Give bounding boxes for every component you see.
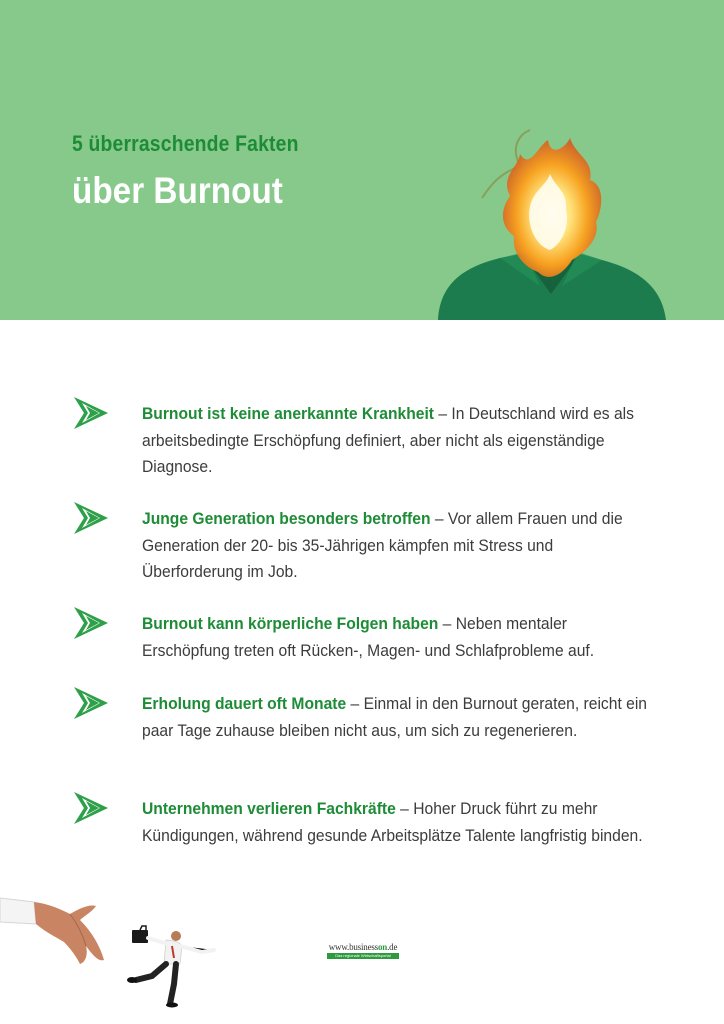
list-item xyxy=(0,607,724,687)
fact-body: – Hoher Druck führt zu mehr Kündigungen, während gesunde Arbeitsplätze Talente langfristig binden. xyxy=(142,799,643,845)
fact-heading: Burnout kann körperliche Folgen haben xyxy=(142,614,439,633)
double-chevron-arrow-icon xyxy=(72,792,108,824)
list-item xyxy=(0,687,724,792)
double-chevron-arrow-icon xyxy=(72,607,108,639)
list-item xyxy=(0,792,724,897)
double-chevron-arrow-icon xyxy=(72,687,108,719)
fact-text xyxy=(142,691,657,744)
fact-text xyxy=(142,611,657,664)
fact-body: – In Deutschland wird es als arbeitsbedingte Erschöpfung definiert, aber nicht als eigenständige Diagnose. xyxy=(142,404,634,476)
fact-body: – Neben mentaler Erschöpfung treten oft Rücken-, Magen- und Schlafprobleme auf. xyxy=(142,614,595,660)
fact-heading: Erholung dauert oft Monate xyxy=(142,694,347,713)
double-chevron-arrow-icon xyxy=(72,397,108,429)
fact-heading: Burnout ist keine anerkannte Krankheit xyxy=(142,404,435,423)
reaching-hand-illustration xyxy=(0,888,110,968)
fact-text xyxy=(142,401,657,481)
fact-body: – Vor allem Frauen und die Generation der 20- bis 35-Jährigen kämpfen mit Stress und Überforderung im Job. xyxy=(142,509,623,581)
burning-head-person-illustration xyxy=(430,126,670,320)
page-subtitle: 5 überraschende Fakten xyxy=(72,131,299,156)
list-item xyxy=(0,502,724,607)
facts-list xyxy=(0,397,724,897)
logo-prefix: www.business xyxy=(328,942,378,952)
fact-body: – Einmal in den Burnout geraten, reicht ein paar Tage zuhause bleiben nicht aus, um sich zu regenerieren. xyxy=(142,694,648,740)
fact-heading: Unternehmen verlieren Fachkräfte xyxy=(142,799,396,818)
logo-tagline: Das regionale Wirtschaftsportal xyxy=(327,953,399,959)
logo-suffix: .de xyxy=(387,942,398,952)
header-banner xyxy=(0,0,724,320)
fact-text xyxy=(142,796,657,849)
fact-text xyxy=(142,506,657,586)
fact-heading: Junge Generation besonders betroffen xyxy=(142,509,431,528)
running-businessman-illustration xyxy=(122,924,222,1008)
page-title: über Burnout xyxy=(72,170,283,211)
double-chevron-arrow-icon xyxy=(72,502,108,534)
list-item xyxy=(0,397,724,502)
logo-on: on xyxy=(378,942,388,952)
businesson-logo xyxy=(325,942,401,962)
logo-wordmark xyxy=(325,942,401,952)
